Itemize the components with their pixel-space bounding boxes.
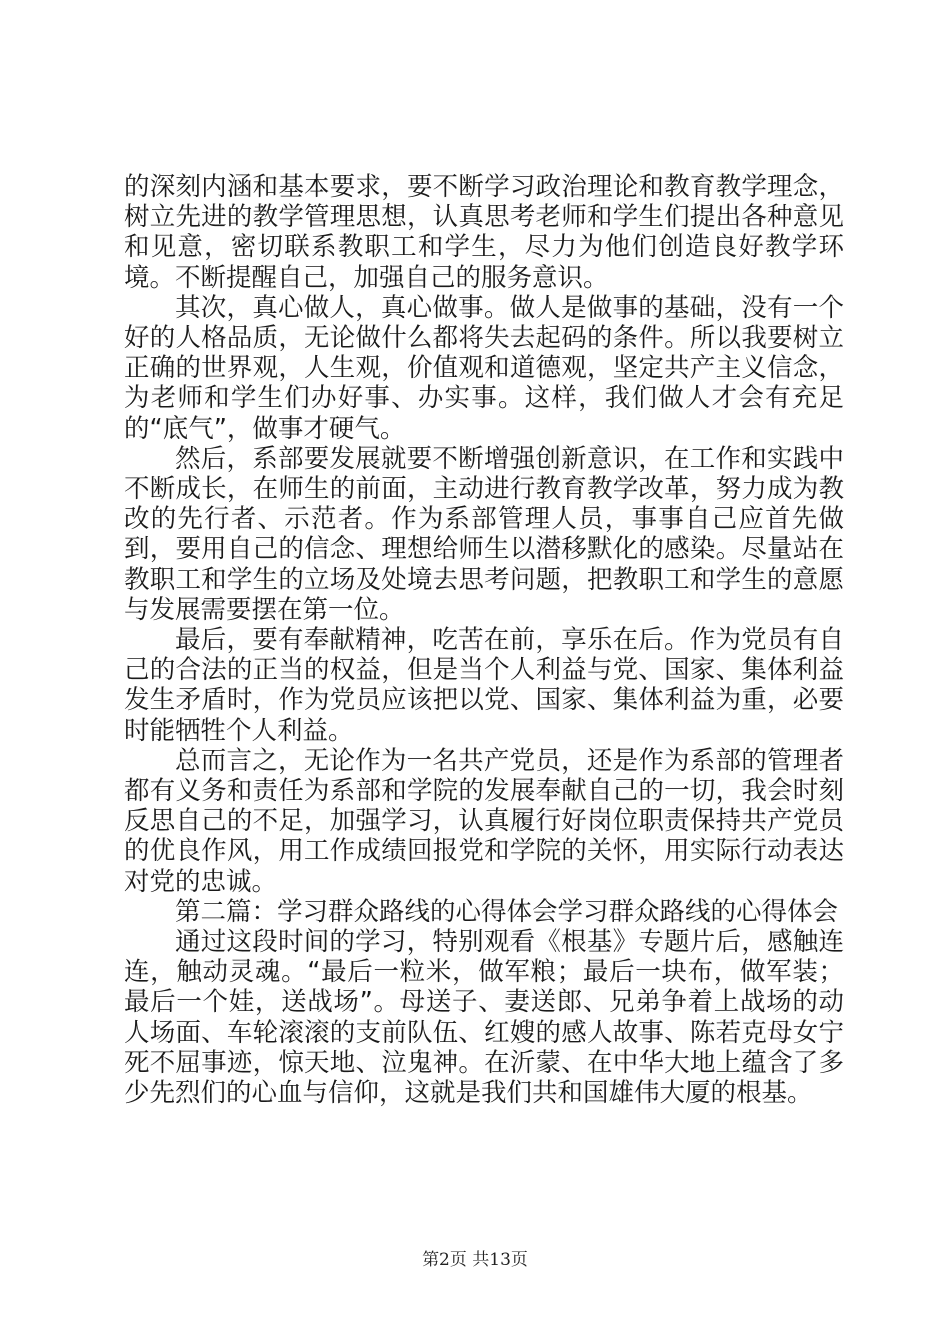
section-heading-part-two: 第二篇：学习群众路线的心得体会学习群众路线的心得体会 [175, 896, 839, 927]
page-number-footer: 第2页 共13页 [422, 1250, 528, 1270]
paragraph-then: 然后，系部要发展就要不断增强创新意识，在工作和实践中不断成长，在师生的前面，主动进行教育教学改革，努力成为教改的先行者、示范者。作为系部管理人员，事事自己应首先做到，要用自己的信念、理想给师生以潜移默化的感染。尽量站在教职工和学生的立场及处境去思考问题，把教职工和学生的意愿与发展需要摆在第一位。 [124, 443, 844, 625]
paragraph-in-summary: 总而言之，无论作为一名共产党员，还是作为系部的管理者都有义务和责任为系部和学院的发展奉献自己的一切，我会时刻反思自己的不足，加强学习，认真履行好岗位职责保持共产党员的优良作风，用工作成绩回报党和学院的关怀，用实际行动表达对党的忠诚。 [124, 745, 844, 897]
paragraph-continuation: 的深刻内涵和基本要求，要不断学习政治理论和教育教学理念，树立先进的教学管理思想，认真思考老师和学生们提出各种意见和见意，密切联系教职工和学生，尽力为他们创造良好教学环境。不断提醒自己，加强自己的服务意识。 [124, 172, 844, 293]
paragraph-finally: 最后，要有奉献精神，吃苦在前，享乐在后。作为党员有自己的合法的正当的权益，但是当个人利益与党、国家、集体利益发生矛盾时，作为党员应该把以党、国家、集体利益为重，必要时能牺牲个人利益。 [124, 625, 844, 746]
document-body [124, 172, 844, 1108]
paragraph-study-reflection: 通过这段时间的学习，特别观看《根基》专题片后，感触连连，触动灵魂。“最后一粒米，做军粮；最后一块布，做军装；最后一个娃，送战场”。母送子、妻送郎、兄弟争着上战场的动人场面、车轮滚滚的支前队伍、红嫂的感人故事、陈若克母女宁死不屈事迹，惊天地、泣鬼神。在沂蒙、在中华大地上蕴含了多少先烈们的心血与信仰，这就是我们共和国雄伟大厦的根基。 [124, 927, 844, 1109]
paragraph-secondly: 其次，真心做人，真心做事。做人是做事的基础，没有一个好的人格品质，无论做什么都将失去起码的条件。所以我要树立正确的世界观，人生观，价值观和道德观，坚定共产主义信念，为老师和学生们办好事、办实事。这样，我们做人才会有充足的“底气”，做事才硬气。 [124, 292, 844, 444]
